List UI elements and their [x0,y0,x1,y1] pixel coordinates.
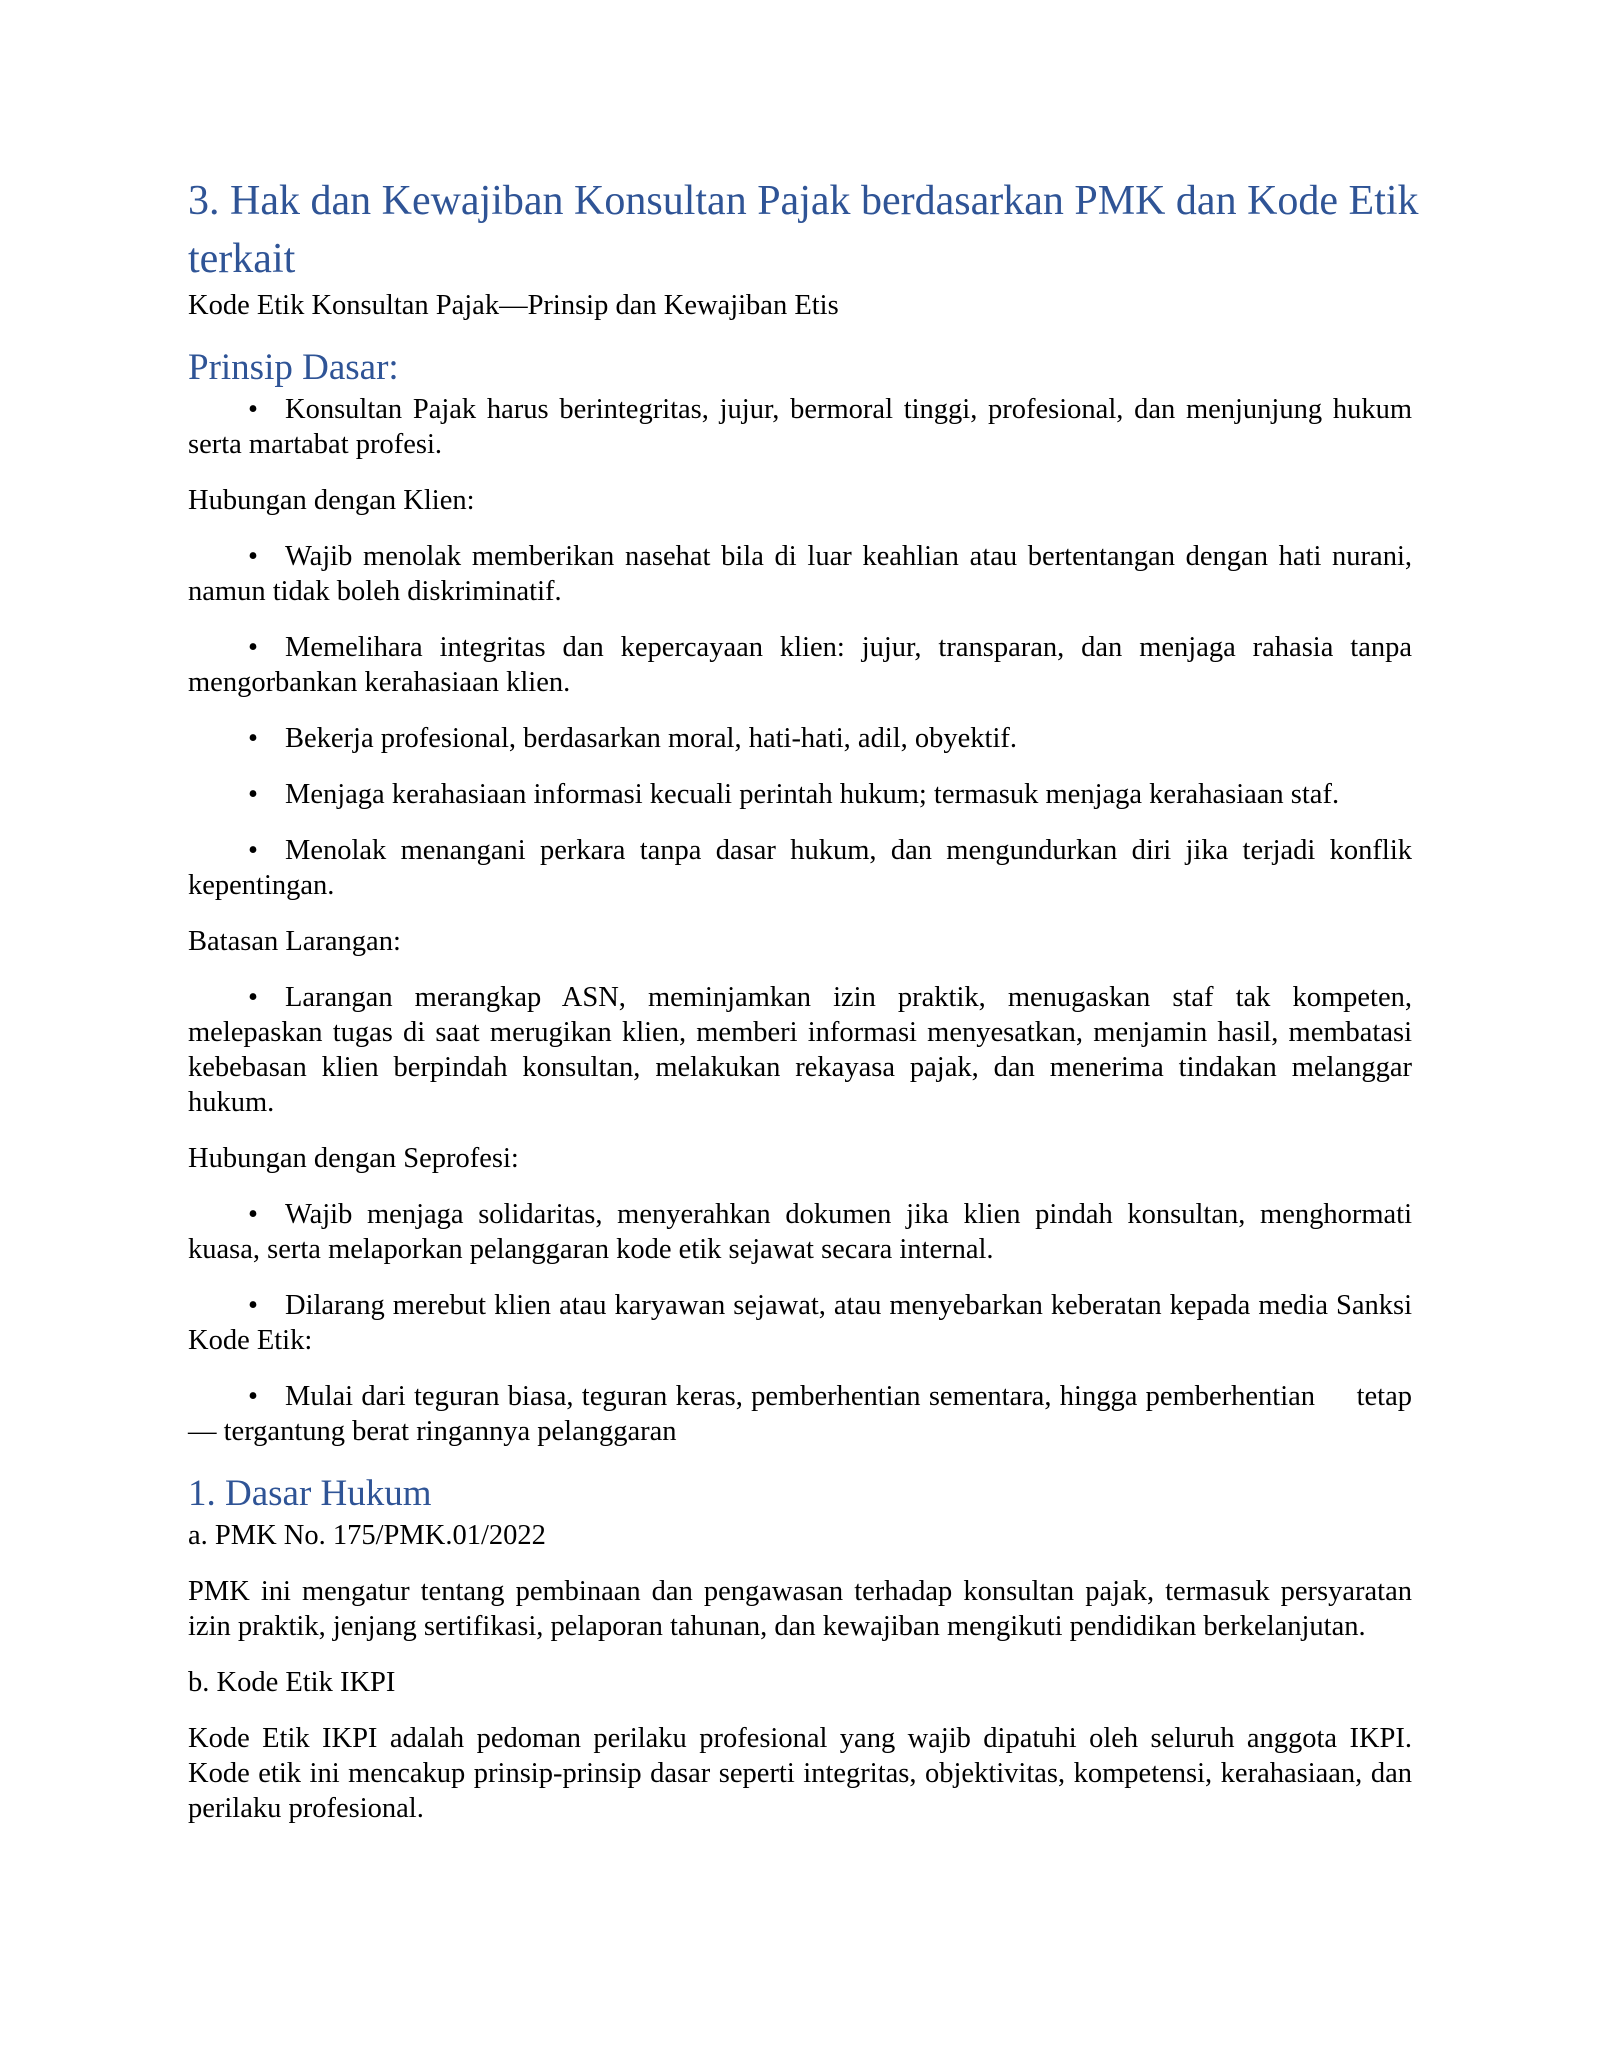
bullet-bekerja-profesional [188,721,1412,756]
bullet-marker: • [248,779,258,810]
bullet-marker: • [248,982,258,1013]
bullet-text: Dilarang merebut klien atau karyawan sejawat, atau menyebarkan keberatan kepada media Sanksi Kode Etik: [188,1290,1412,1356]
label-hubungan-seprofesi: Hubungan dengan Seprofesi: [188,1143,519,1174]
heading-prinsip-dasar: Prinsip Dasar: [188,347,399,388]
para-pmk-deskripsi: PMK ini mengatur tentang pembinaan dan pengawasan terhadap konsultan pajak, termasuk persyaratan izin praktik, jenjang sertifikasi, pelaporan tahunan, dan kewajiban mengikuti pendidikan berkelanjutan. [188,1576,1412,1642]
bullet-menolak-perkara [188,833,1412,903]
bullet-text: Wajib menjaga solidaritas, menyerahkan dokumen jika klien pindah konsultan, menghormati kuasa, serta melaporkan pelanggaran kode etik sejawat secara internal. [188,1199,1412,1265]
bullet-text: Menolak menangani perkara tanpa dasar hukum, dan mengundurkan diri jika terjadi konflik kepentingan. [188,835,1412,901]
bullet-marker: • [248,723,258,754]
bullet-menjaga-kerahasiaan [188,777,1412,812]
bullet-memelihara-integritas [188,630,1412,700]
bullet-marker: • [248,1381,258,1412]
label-kode-etik-ikpi: b. Kode Etik IKPI [188,1667,396,1698]
bullet-marker: • [248,394,258,425]
bullet-text: Bekerja profesional, berdasarkan moral, hati-hati, adil, obyektif. [284,723,1018,754]
bullet-larangan [188,980,1412,1120]
bullet-marker: • [248,541,258,572]
label-hubungan-klien: Hubungan dengan Klien: [188,485,475,516]
bullet-text: Wajib menolak memberikan nasehat bila di luar keahlian atau bertentangan dengan hati nurani, namun tidak boleh diskriminatif. [188,541,1412,607]
bullet-marker: • [248,1290,258,1321]
bullet-marker: • [248,835,258,866]
doc-subtitle: Kode Etik Konsultan Pajak—Prinsip dan Kewajiban Etis [188,290,839,321]
bullet-dilarang-merebut [188,1288,1412,1358]
bullet-text: Menjaga kerahasiaan informasi kecuali perintah hukum; termasuk menjaga kerahasiaan staf. [284,779,1340,810]
bullet-text: Memelihara integritas dan kepercayaan klien: jujur, transparan, dan menjaga rahasia tanpa mengorbankan kerahasiaan klien. [188,632,1412,698]
bullet-marker: • [248,632,258,663]
doc-title-line: terkait [188,236,296,282]
bullet-sanksi [188,1379,1412,1449]
bullet-text: Larangan merangkap ASN, meminjamkan izin praktik, menugaskan staf tak kompeten, melepaskan tugas di saat merugikan klien, memberi informasi menyesatkan, menjamin hasil, membatasi kebebasan klien berpindah konsultan, melakukan rekayasa pajak, dan menerima tindakan melanggar hukum. [188,982,1412,1118]
para-kode-etik-deskripsi: Kode Etik IKPI adalah pedoman perilaku profesional yang wajib dipatuhi oleh seluruh anggota IKPI. Kode etik ini mencakup prinsip-prinsip dasar seperti integritas, objektivitas, kompetensi, kerahasiaan, dan perilaku profesional. [188,1723,1412,1824]
bullet-solidaritas [188,1197,1412,1267]
doc-title [188,172,1419,288]
bullet-marker: • [248,1199,258,1230]
bullet-text: Mulai dari teguran biasa, teguran keras, pemberhentian sementara, hingga pemberhentian tetap — tergantung berat ringannya pelanggaran [188,1381,1412,1447]
bullet-menolak-nasehat [188,539,1412,609]
label-pmk-175: a. PMK No. 175/PMK.01/2022 [188,1520,546,1551]
doc-title-line: 3. Hak dan Kewajiban Konsultan Pajak berdasarkan PMK dan Kode Etik [188,178,1419,224]
label-batasan-larangan: Batasan Larangan: [188,926,401,957]
bullet-text: Konsultan Pajak harus berintegritas, jujur, bermoral tinggi, profesional, dan menjunjung hukum serta martabat profesi. [188,394,1412,460]
bullet-integritas [188,392,1412,462]
heading-dasar-hukum: 1. Dasar Hukum [188,1473,432,1514]
